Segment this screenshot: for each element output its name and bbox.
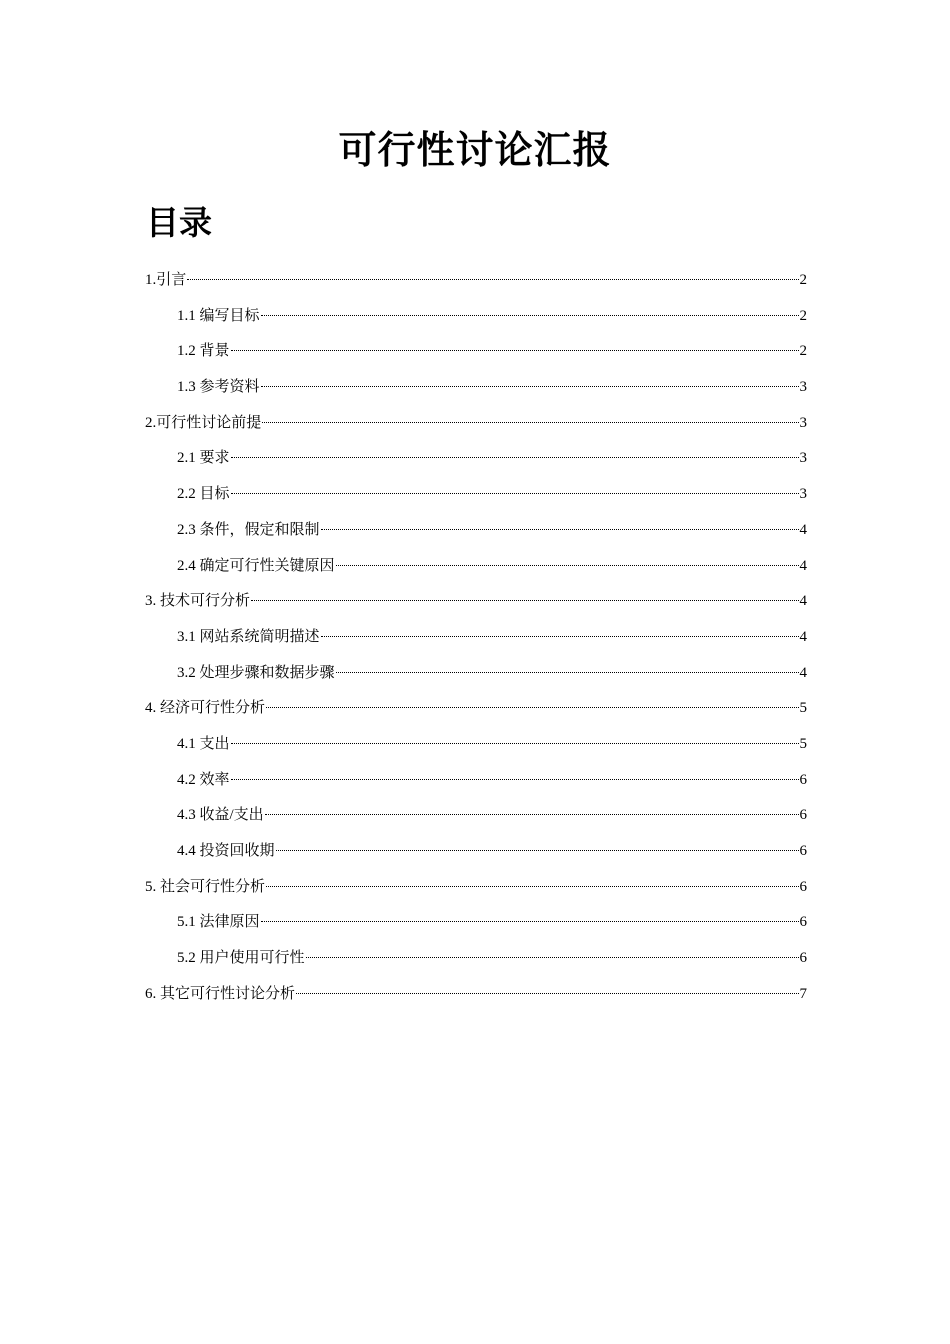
toc-entry[interactable] (145, 727, 807, 763)
toc-entry-title: 4.3 收益/支出 (177, 807, 264, 824)
toc-dot-leader (321, 635, 799, 637)
toc-entry-title: 1.3 参考资料 (177, 379, 260, 396)
toc-entry-title: 2.1 要求 (177, 450, 230, 467)
toc-entry-title: 1.2 背景 (177, 343, 230, 360)
toc-entry-title: 5.2 用户使用可行性 (177, 950, 305, 967)
toc-entry[interactable] (145, 941, 807, 977)
table-of-contents (145, 263, 807, 1012)
toc-entry[interactable] (145, 584, 807, 620)
toc-dot-leader (261, 385, 799, 387)
toc-dot-leader (266, 706, 798, 708)
toc-dot-leader (261, 314, 799, 316)
toc-dot-leader (231, 742, 799, 744)
toc-entry[interactable] (145, 441, 807, 477)
toc-entry-page-number: 4 (799, 521, 807, 538)
toc-entry-title: 1.引言 (145, 272, 187, 288)
toc-entry-page-number: 2 (799, 272, 807, 288)
toc-entry-page-number: 6 (799, 843, 807, 859)
toc-entry-title: 2.2 目标 (177, 486, 230, 503)
toc-entry-page-number: 2 (799, 307, 807, 324)
toc-dot-leader (336, 671, 799, 673)
toc-dot-leader (251, 599, 798, 601)
toc-dot-leader (231, 778, 799, 780)
toc-dot-leader (266, 885, 798, 887)
toc-dot-leader (306, 956, 799, 958)
toc-entry[interactable] (145, 977, 807, 1013)
toc-dot-leader (336, 564, 799, 566)
toc-entry[interactable] (145, 477, 807, 513)
toc-dot-leader (262, 421, 798, 423)
toc-entry[interactable] (145, 299, 807, 335)
toc-entry[interactable] (145, 406, 807, 442)
toc-entry-title: 2.可行性讨论前提 (145, 414, 262, 431)
toc-dot-leader (231, 492, 799, 494)
toc-entry-title: 1.1 编写目标 (177, 307, 260, 324)
toc-entry[interactable] (145, 513, 807, 549)
toc-entry-title: 2.3 条件，假定和限制 (177, 521, 320, 538)
toc-entry[interactable] (145, 370, 807, 406)
toc-entry[interactable] (145, 691, 807, 727)
toc-entry-page-number: 4 (799, 664, 807, 681)
toc-entry-page-number: 6 (799, 878, 807, 895)
toc-entry-title: 6. 其它可行性讨论分析 (145, 985, 296, 1002)
toc-entry-page-number: 5 (799, 735, 807, 752)
toc-entry-page-number: 7 (799, 985, 807, 1002)
toc-entry[interactable] (145, 834, 807, 870)
toc-dot-leader (187, 278, 798, 280)
toc-entry-page-number: 3 (799, 414, 807, 431)
toc-entry[interactable] (145, 905, 807, 941)
toc-entry-page-number: 6 (799, 914, 807, 931)
toc-dot-leader (231, 349, 799, 351)
toc-entry-title: 4.4 投资回收期 (177, 843, 275, 859)
toc-entry[interactable] (145, 620, 807, 656)
toc-entry-title: 2.4 确定可行性关键原因 (177, 557, 335, 574)
toc-entry-page-number: 6 (799, 771, 807, 788)
toc-entry-page-number: 3 (799, 450, 807, 467)
toc-dot-leader (261, 920, 799, 922)
toc-dot-leader (321, 528, 799, 530)
toc-entry-title: 4. 经济可行性分析 (145, 700, 266, 717)
toc-entry-page-number: 3 (799, 379, 807, 396)
toc-entry[interactable] (145, 263, 807, 299)
toc-entry[interactable] (145, 549, 807, 585)
toc-entry-page-number: 4 (799, 593, 807, 610)
toc-entry-page-number: 3 (799, 486, 807, 503)
toc-entry-page-number: 2 (799, 343, 807, 360)
toc-entry-title: 5.1 法律原因 (177, 914, 260, 931)
toc-dot-leader (296, 992, 798, 994)
toc-entry-title: 4.1 支出 (177, 735, 230, 752)
toc-entry[interactable] (145, 798, 807, 834)
document-title: 可行性讨论汇报 (338, 128, 612, 172)
toc-entry-page-number: 6 (799, 950, 807, 967)
toc-entry-title: 5. 社会可行性分析 (145, 878, 266, 895)
toc-entry[interactable] (145, 656, 807, 692)
toc-dot-leader (231, 456, 799, 458)
toc-entry-title: 3.1 网站系统简明描述 (177, 628, 320, 645)
toc-entry-page-number: 5 (799, 700, 807, 717)
toc-entry-title: 3.2 处理步骤和数据步骤 (177, 664, 335, 681)
toc-entry[interactable] (145, 763, 807, 799)
toc-entry[interactable] (145, 870, 807, 906)
toc-entry-title: 3. 技术可行分析 (145, 593, 251, 610)
toc-entry[interactable] (145, 334, 807, 370)
toc-entry-page-number: 6 (799, 807, 807, 824)
toc-dot-leader (265, 813, 799, 815)
toc-entry-page-number: 4 (799, 628, 807, 645)
toc-dot-leader (276, 849, 799, 851)
toc-entry-title: 4.2 效率 (177, 771, 230, 788)
toc-heading: 目录 (146, 203, 212, 242)
toc-entry-page-number: 4 (799, 557, 807, 574)
